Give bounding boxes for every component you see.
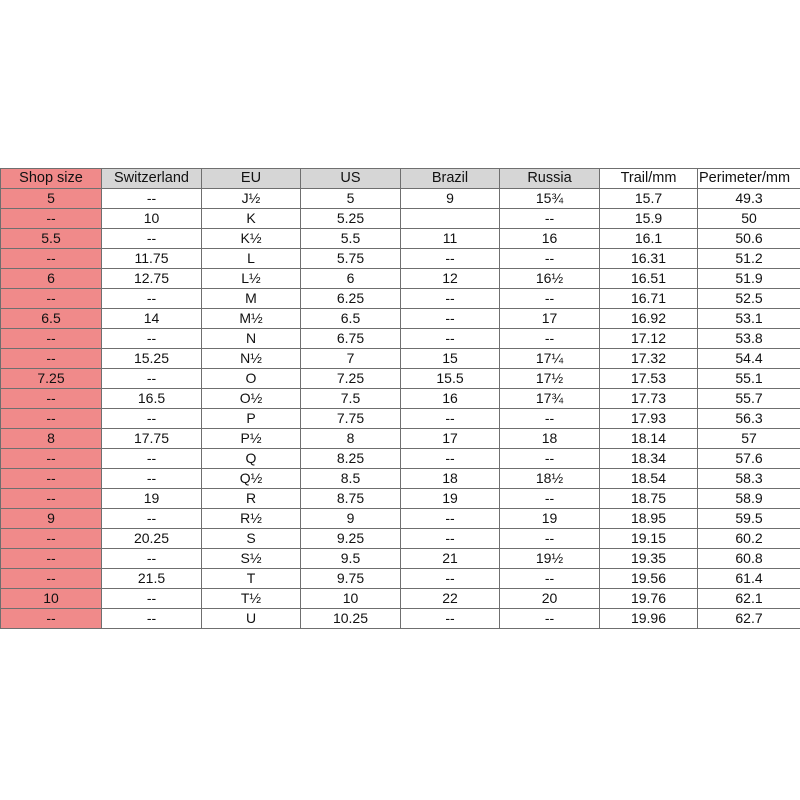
cell-shop: 5 (1, 189, 102, 209)
cell-switzerland: 19 (102, 489, 202, 509)
cell-shop: -- (1, 529, 102, 549)
cell-trail: 17.93 (600, 409, 698, 429)
cell-switzerland: -- (102, 329, 202, 349)
cell-eu: T (202, 569, 301, 589)
cell-eu: M (202, 289, 301, 309)
cell-trail: 15.7 (600, 189, 698, 209)
table-row (1, 449, 800, 469)
cell-switzerland: -- (102, 469, 202, 489)
cell-switzerland: -- (102, 409, 202, 429)
table-row (1, 469, 800, 489)
table-row (1, 609, 800, 629)
cell-trail: 16.92 (600, 309, 698, 329)
cell-shop: 8 (1, 429, 102, 449)
cell-switzerland: -- (102, 449, 202, 469)
cell-us: 7.75 (301, 409, 401, 429)
cell-perimeter: 49.3 (698, 189, 800, 209)
table-row (1, 509, 800, 529)
cell-russia: 17 (500, 309, 600, 329)
table-row (1, 549, 800, 569)
table-row (1, 429, 800, 449)
cell-switzerland: -- (102, 289, 202, 309)
cell-brazil: 22 (401, 589, 500, 609)
cell-russia: 17¾ (500, 389, 600, 409)
header-shop: Shop size (1, 169, 102, 189)
cell-perimeter: 61.4 (698, 569, 800, 589)
cell-us: 6.5 (301, 309, 401, 329)
cell-eu: P (202, 409, 301, 429)
cell-shop: -- (1, 469, 102, 489)
cell-brazil: 15 (401, 349, 500, 369)
cell-us: 8 (301, 429, 401, 449)
cell-russia: -- (500, 249, 600, 269)
cell-eu: M½ (202, 309, 301, 329)
cell-brazil: -- (401, 569, 500, 589)
table-row (1, 349, 800, 369)
table-row (1, 269, 800, 289)
cell-switzerland: -- (102, 509, 202, 529)
cell-trail: 19.76 (600, 589, 698, 609)
cell-shop: -- (1, 389, 102, 409)
cell-us: 5.25 (301, 209, 401, 229)
cell-perimeter: 50.6 (698, 229, 800, 249)
header-eu: EU (202, 169, 301, 189)
cell-shop: -- (1, 569, 102, 589)
table-row (1, 569, 800, 589)
cell-us: 8.75 (301, 489, 401, 509)
cell-us: 8.5 (301, 469, 401, 489)
cell-shop: -- (1, 209, 102, 229)
cell-us: 9.25 (301, 529, 401, 549)
header-brazil: Brazil (401, 169, 500, 189)
cell-brazil: -- (401, 609, 500, 629)
cell-us: 10.25 (301, 609, 401, 629)
cell-shop: -- (1, 329, 102, 349)
cell-shop: -- (1, 449, 102, 469)
cell-perimeter: 57.6 (698, 449, 800, 469)
cell-trail: 19.96 (600, 609, 698, 629)
cell-eu: K (202, 209, 301, 229)
cell-russia: 18 (500, 429, 600, 449)
cell-eu: T½ (202, 589, 301, 609)
cell-russia: -- (500, 449, 600, 469)
header-russia: Russia (500, 169, 600, 189)
cell-trail: 19.35 (600, 549, 698, 569)
table-row (1, 529, 800, 549)
cell-switzerland: 14 (102, 309, 202, 329)
cell-brazil: -- (401, 409, 500, 429)
table-row (1, 389, 800, 409)
cell-russia: -- (500, 209, 600, 229)
cell-brazil: 12 (401, 269, 500, 289)
cell-russia: 19 (500, 509, 600, 529)
table-row (1, 209, 800, 229)
cell-trail: 17.73 (600, 389, 698, 409)
cell-eu: K½ (202, 229, 301, 249)
cell-brazil: 16 (401, 389, 500, 409)
cell-brazil: 21 (401, 549, 500, 569)
cell-perimeter: 51.2 (698, 249, 800, 269)
cell-brazil: 18 (401, 469, 500, 489)
cell-eu: S (202, 529, 301, 549)
cell-shop: -- (1, 489, 102, 509)
cell-russia: -- (500, 329, 600, 349)
cell-us: 9.5 (301, 549, 401, 569)
cell-brazil: 19 (401, 489, 500, 509)
cell-eu: L (202, 249, 301, 269)
cell-perimeter: 60.2 (698, 529, 800, 549)
cell-trail: 18.34 (600, 449, 698, 469)
cell-russia: -- (500, 289, 600, 309)
cell-trail: 19.15 (600, 529, 698, 549)
cell-switzerland: -- (102, 369, 202, 389)
table-row (1, 229, 800, 249)
cell-russia: 16 (500, 229, 600, 249)
cell-perimeter: 58.3 (698, 469, 800, 489)
cell-brazil: 9 (401, 189, 500, 209)
cell-switzerland: 21.5 (102, 569, 202, 589)
table-row (1, 329, 800, 349)
cell-perimeter: 60.8 (698, 549, 800, 569)
cell-us: 9.75 (301, 569, 401, 589)
cell-eu: P½ (202, 429, 301, 449)
cell-us: 5.75 (301, 249, 401, 269)
cell-trail: 17.32 (600, 349, 698, 369)
cell-shop: -- (1, 289, 102, 309)
cell-switzerland: 15.25 (102, 349, 202, 369)
cell-trail: 18.95 (600, 509, 698, 529)
cell-shop: -- (1, 549, 102, 569)
table-row (1, 409, 800, 429)
cell-perimeter: 56.3 (698, 409, 800, 429)
cell-switzerland: -- (102, 589, 202, 609)
cell-trail: 18.75 (600, 489, 698, 509)
cell-shop: 6.5 (1, 309, 102, 329)
cell-trail: 17.12 (600, 329, 698, 349)
cell-russia: 16½ (500, 269, 600, 289)
cell-switzerland: -- (102, 229, 202, 249)
cell-russia: -- (500, 489, 600, 509)
header-row (1, 169, 800, 189)
cell-switzerland: -- (102, 189, 202, 209)
cell-shop: -- (1, 249, 102, 269)
header-perimeter: Perimeter/mm (698, 169, 800, 189)
cell-eu: Q½ (202, 469, 301, 489)
cell-us: 9 (301, 509, 401, 529)
cell-trail: 16.51 (600, 269, 698, 289)
cell-switzerland: 20.25 (102, 529, 202, 549)
cell-brazil: -- (401, 449, 500, 469)
cell-us: 5 (301, 189, 401, 209)
cell-eu: S½ (202, 549, 301, 569)
cell-russia: 20 (500, 589, 600, 609)
cell-switzerland: 17.75 (102, 429, 202, 449)
table-row (1, 369, 800, 389)
table-row (1, 589, 800, 609)
cell-brazil: -- (401, 309, 500, 329)
table-row (1, 489, 800, 509)
table-row (1, 249, 800, 269)
cell-shop: -- (1, 409, 102, 429)
cell-us: 6.25 (301, 289, 401, 309)
cell-trail: 19.56 (600, 569, 698, 589)
cell-russia: -- (500, 569, 600, 589)
cell-switzerland: 10 (102, 209, 202, 229)
cell-trail: 18.14 (600, 429, 698, 449)
cell-perimeter: 53.8 (698, 329, 800, 349)
cell-russia: 18½ (500, 469, 600, 489)
cell-perimeter: 62.7 (698, 609, 800, 629)
table-row (1, 189, 800, 209)
cell-trail: 16.71 (600, 289, 698, 309)
cell-perimeter: 54.4 (698, 349, 800, 369)
cell-shop: 6 (1, 269, 102, 289)
cell-brazil: -- (401, 289, 500, 309)
cell-eu: L½ (202, 269, 301, 289)
cell-perimeter: 62.1 (698, 589, 800, 609)
cell-russia: -- (500, 609, 600, 629)
cell-us: 7 (301, 349, 401, 369)
cell-eu: N (202, 329, 301, 349)
ring-size-table (0, 168, 800, 629)
cell-brazil: 17 (401, 429, 500, 449)
cell-shop: -- (1, 609, 102, 629)
cell-switzerland: 12.75 (102, 269, 202, 289)
cell-trail: 16.1 (600, 229, 698, 249)
cell-switzerland: 16.5 (102, 389, 202, 409)
cell-brazil: -- (401, 509, 500, 529)
cell-us: 8.25 (301, 449, 401, 469)
cell-shop: 9 (1, 509, 102, 529)
cell-shop: 5.5 (1, 229, 102, 249)
cell-perimeter: 55.7 (698, 389, 800, 409)
cell-eu: O½ (202, 389, 301, 409)
cell-perimeter: 51.9 (698, 269, 800, 289)
table-row (1, 309, 800, 329)
cell-trail: 17.53 (600, 369, 698, 389)
cell-trail: 18.54 (600, 469, 698, 489)
table-row (1, 289, 800, 309)
cell-shop: 10 (1, 589, 102, 609)
cell-eu: R½ (202, 509, 301, 529)
cell-trail: 15.9 (600, 209, 698, 229)
cell-switzerland: -- (102, 549, 202, 569)
cell-switzerland: 11.75 (102, 249, 202, 269)
cell-russia: 19½ (500, 549, 600, 569)
cell-eu: Q (202, 449, 301, 469)
cell-brazil: -- (401, 329, 500, 349)
cell-brazil: -- (401, 529, 500, 549)
cell-russia: 17¼ (500, 349, 600, 369)
cell-trail: 16.31 (600, 249, 698, 269)
cell-perimeter: 50 (698, 209, 800, 229)
cell-perimeter: 59.5 (698, 509, 800, 529)
cell-perimeter: 52.5 (698, 289, 800, 309)
cell-perimeter: 53.1 (698, 309, 800, 329)
cell-eu: O (202, 369, 301, 389)
cell-perimeter: 55.1 (698, 369, 800, 389)
cell-brazil (401, 209, 500, 229)
cell-perimeter: 57 (698, 429, 800, 449)
cell-russia: -- (500, 409, 600, 429)
header-us: US (301, 169, 401, 189)
cell-eu: J½ (202, 189, 301, 209)
cell-brazil: 15.5 (401, 369, 500, 389)
cell-us: 5.5 (301, 229, 401, 249)
cell-eu: U (202, 609, 301, 629)
cell-russia: -- (500, 529, 600, 549)
cell-us: 7.5 (301, 389, 401, 409)
cell-shop: 7.25 (1, 369, 102, 389)
cell-shop: -- (1, 349, 102, 369)
cell-eu: R (202, 489, 301, 509)
cell-us: 10 (301, 589, 401, 609)
cell-perimeter: 58.9 (698, 489, 800, 509)
cell-russia: 17½ (500, 369, 600, 389)
cell-russia: 15¾ (500, 189, 600, 209)
cell-brazil: 11 (401, 229, 500, 249)
cell-switzerland: -- (102, 609, 202, 629)
cell-us: 7.25 (301, 369, 401, 389)
cell-brazil: -- (401, 249, 500, 269)
header-switzerland: Switzerland (102, 169, 202, 189)
cell-eu: N½ (202, 349, 301, 369)
header-trail: Trail/mm (600, 169, 698, 189)
cell-us: 6 (301, 269, 401, 289)
cell-us: 6.75 (301, 329, 401, 349)
